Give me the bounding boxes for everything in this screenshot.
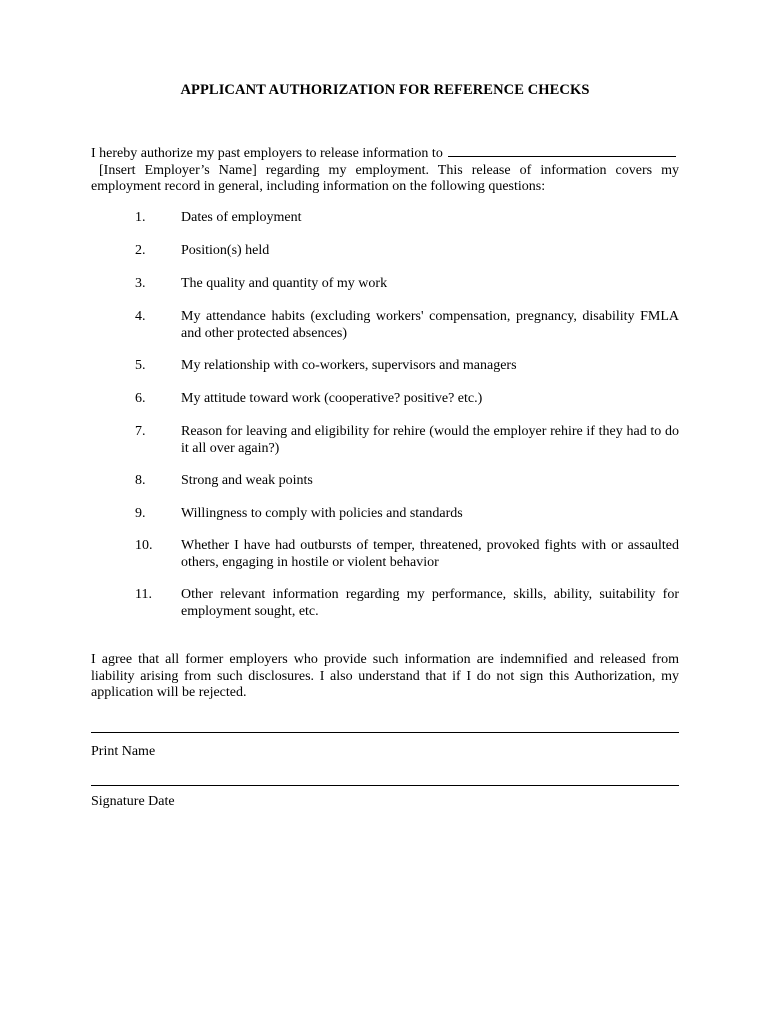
item-text: Willingness to comply with policies and standards [181,506,463,521]
intro-text-2: [Insert Employer’s Name] regarding my employment. This release of information covers my employment record in general, including information on the following questions: [91,162,679,194]
intro-line-1 [91,144,679,163]
page-title: APPLICANT AUTHORIZATION FOR REFERENCE CHECKS [180,82,590,98]
intro-paragraph [91,144,679,196]
item-text: My relationship with co-workers, supervisors and managers [181,358,517,373]
intro-text-1: I hereby authorize my past employers to release information to [91,146,443,161]
item-text: My attitude toward work (cooperative? positive? etc.) [181,391,483,406]
item-number: 5. [135,358,146,373]
item-text: Dates of employment [181,210,302,225]
print-name-line[interactable] [91,732,679,733]
item-text: Strong and weak points [181,473,313,488]
item-number: 2. [135,243,146,258]
item-number: 10. [135,538,153,553]
item-number: 8. [135,473,146,488]
item-number: 4. [135,309,146,324]
item-number: 7. [135,424,146,439]
agreement-paragraph: I agree that all former employers who provide such information are indemnified and released from liability arising from such disclosures. I also understand that if I do not sign this Authorization, my application will be rejected. [91,652,679,700]
employer-name-blank[interactable] [448,144,676,157]
item-text: Reason for leaving and eligibility for rehire (would the employer rehire if they had to do it all over again?) [181,424,679,456]
item-text: My attendance habits (excluding workers' compensation, pregnancy, disability FMLA and other protected absences) [181,309,679,341]
signature-date-label: Signature Date [91,794,175,809]
item-number: 11. [135,587,152,602]
item-text: Position(s) held [181,243,270,258]
item-text: Other relevant information regarding my performance, skills, ability, suitability for employment sought, etc. [181,587,679,619]
signature-date-line[interactable] [91,785,679,786]
item-number: 6. [135,391,146,406]
item-number: 9. [135,506,146,521]
item-text: Whether I have had outbursts of temper, threatened, provoked fights with or assaulted others, engaging in hostile or violent behavior [181,538,679,570]
item-number: 1. [135,210,146,225]
item-number: 3. [135,276,146,291]
print-name-label: Print Name [91,744,156,759]
item-text: The quality and quantity of my work [181,276,388,291]
